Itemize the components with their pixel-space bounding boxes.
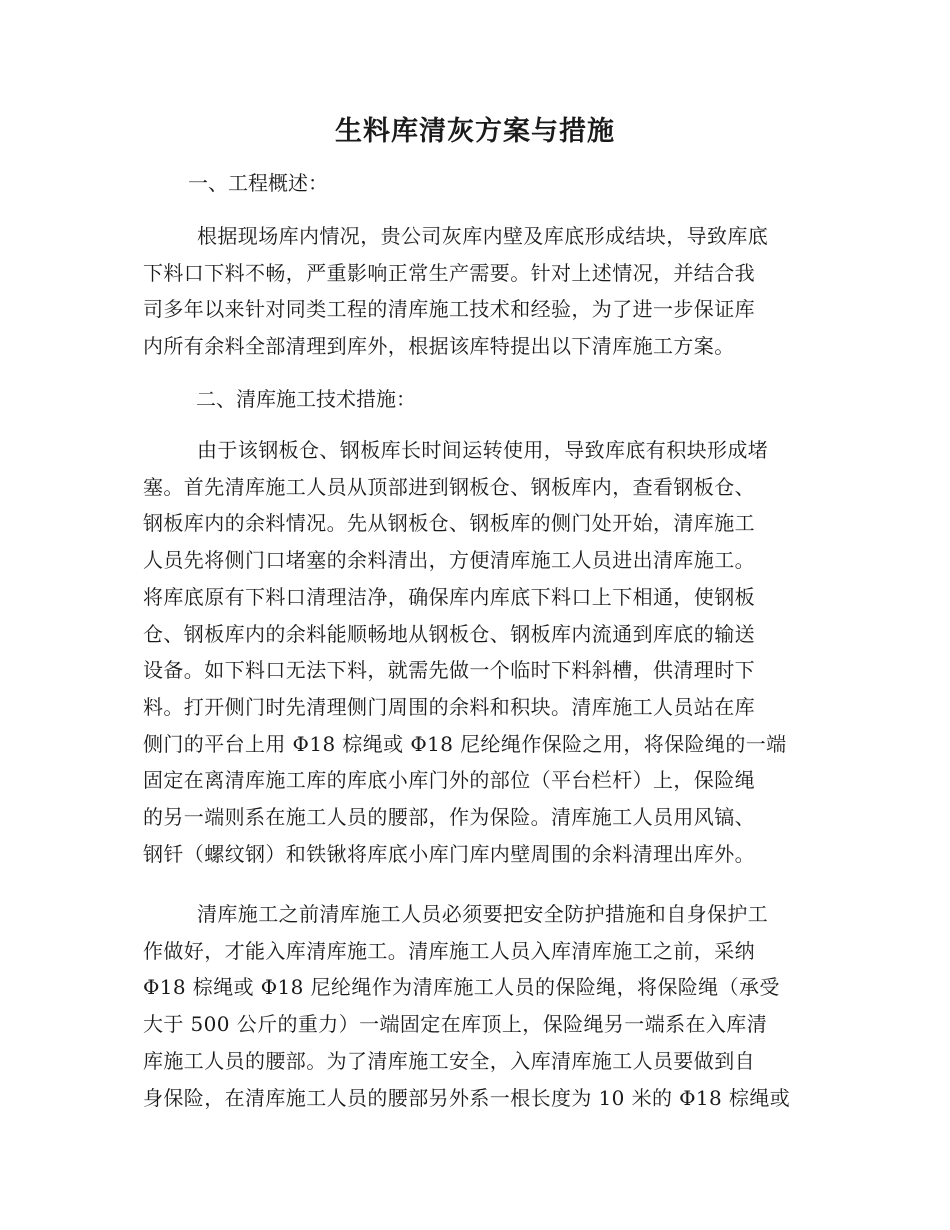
text-line: 设备。如下料口无法下料，就需先做一个临时下料斜槽，供清理时下 bbox=[143, 658, 755, 683]
section-heading-technical-measures: 二、清库施工技术措施： bbox=[196, 387, 416, 411]
text-line: 由于该钢板仓、钢板库长时间运转使用，导致库底有积块形成堵 bbox=[197, 438, 769, 462]
section-heading-overview: 一、工程概述： bbox=[188, 171, 328, 195]
text-line: 下料口下料不畅，严重影响正常生产需要。针对上述情况，并结合我 bbox=[143, 260, 755, 285]
text-line: 钢板库内的余料情况。先从钢板仓、钢板库的侧门处开始，清库施工 bbox=[143, 511, 755, 536]
text-line: 固定在离清库施工库的库底小库门外的部位（平台栏杆）上，保险绳 bbox=[143, 768, 755, 793]
text-line: 司多年以来针对同类工程的清库施工技术和经验，为了进一步保证库 bbox=[143, 297, 755, 322]
text-line: Φ18 棕绳或 Φ18 尼纶绳作为清库施工人员的保险绳，将保险绳（承受 bbox=[143, 975, 780, 1000]
text-line: 库施工人员的腰部。为了清库施工安全，入库清库施工人员要做到自 bbox=[143, 1048, 755, 1073]
text-line: 作做好，才能入库清库施工。清库施工人员入库清库施工之前，采纳 bbox=[143, 938, 755, 963]
document-title: 生料库清灰方案与措施 bbox=[335, 116, 615, 147]
paragraph-safety-measures bbox=[143, 896, 813, 1116]
text-line: 根据现场库内情况，贵公司灰库内壁及库底形成结块，导致库底 bbox=[197, 224, 769, 248]
text-line: 仓、钢板库内的余料能顺畅地从钢板仓、钢板库内流通到库底的输送 bbox=[143, 621, 755, 646]
paragraph-overview bbox=[143, 218, 813, 365]
text-line: 身保险，在清库施工人员的腰部另外系一根长度为 10 米的 Φ18 棕绳或 bbox=[143, 1085, 791, 1110]
text-line: 内所有余料全部清理到库外，根据该库特提出以下清库施工方案。 bbox=[143, 334, 735, 359]
text-line: 大于 500 公斤的重力）一端固定在库顶上，保险绳另一端系在入库清 bbox=[143, 1012, 768, 1037]
text-line: 的另一端则系在施工人员的腰部，作为保险。清库施工人员用风镐、 bbox=[143, 805, 755, 830]
text-line: 人员先将侧门口堵塞的余料清出，方便清库施工人员进出清库施工。 bbox=[143, 548, 755, 573]
text-line: 侧门的平台上用 Φ18 棕绳或 Φ18 尼纶绳作保险之用，将保险绳的一端 bbox=[143, 731, 787, 756]
text-line: 清库施工之前清库施工人员必须要把安全防护措施和自身保护工 bbox=[197, 902, 769, 926]
text-line: 钢钎（螺纹钢）和铁锹将库底小库门库内壁周围的余料清理出库外。 bbox=[143, 841, 755, 866]
text-line: 将库底原有下料口清理洁净，确保库内库底下料口上下相通，使钢板 bbox=[143, 584, 755, 609]
text-line: 塞。首先清库施工人员从顶部进到钢板仓、钢板库内，查看钢板仓、 bbox=[143, 474, 755, 499]
paragraph-cleaning-procedure bbox=[143, 432, 813, 872]
text-line: 料。打开侧门时先清理侧门周围的余料和积块。清库施工人员站在库 bbox=[143, 694, 755, 719]
